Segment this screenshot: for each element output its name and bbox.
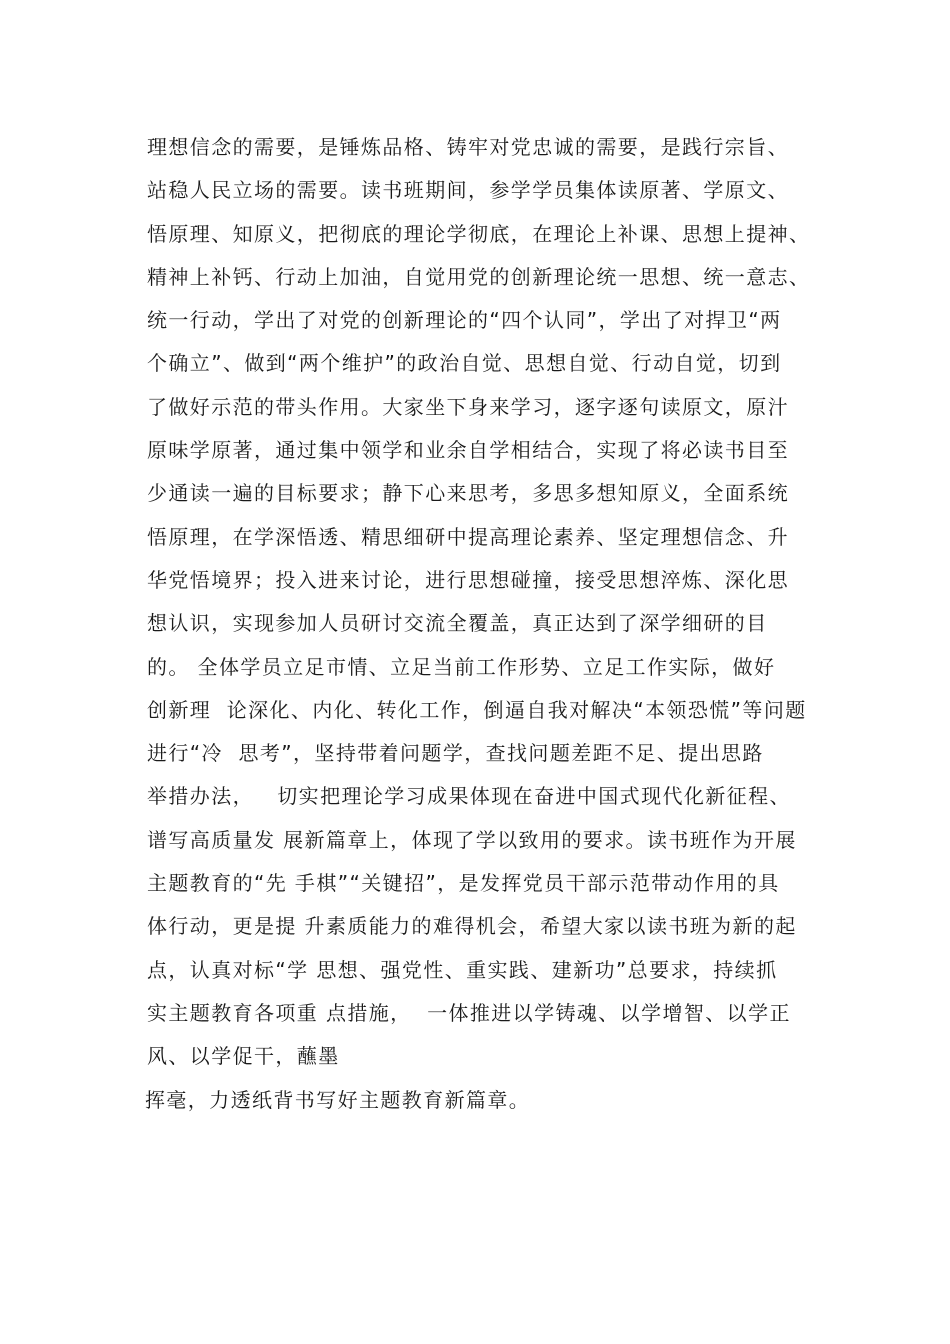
text-line: 华党悟境界；投入进来讨论，进行思想碰撞，接受思想淬炼、深化思 <box>147 567 789 592</box>
text-line: 站稳人民立场的需要。读书班期间，参学学员集体读原著、学原文、 <box>147 178 789 203</box>
text-line: 挥毫，力透纸背书写好主题教育新篇章。 <box>145 1087 531 1112</box>
body-text <box>147 126 817 1122</box>
text-line: 个确立”、做到“两个维护”的政治自觉、思想自觉、行动自觉，切到 <box>147 351 782 376</box>
text-line: 进行“冷 思考”，坚持带着问题学，查找问题差距不足、提出思路 <box>147 741 764 766</box>
text-line: 悟原理，在学深悟透、精思细研中提高理论素养、坚定理想信念、升 <box>147 524 789 549</box>
text-line: 少通读一遍的目标要求；静下心来思考，多思多想知原义，全面系统 <box>147 481 789 506</box>
text-line: 实主题教育各项重 点措施， 一体推进以学铸魂、以学增智、以学正 <box>147 1000 791 1025</box>
text-line: 了做好示范的带头作用。大家坐下身来学习，逐字逐句读原文，原汁 <box>147 394 789 419</box>
text-line: 主题教育的“先 手棋”“关键招”，是发挥党员干部示范带动作用的具 <box>147 871 780 896</box>
text-line: 谱写高质量发 展新篇章上，体现了学以致用的要求。读书班作为开展 <box>147 827 797 852</box>
text-line: 想认识，实现参加人员研讨交流全覆盖，真正达到了深学细研的目 <box>147 611 768 636</box>
text-line: 创新理 论深化、内化、转化工作，倒逼自我对解决“本领恐慌”等问题 <box>147 697 807 722</box>
text-line: 体行动，更是提 升素质能力的难得机会，希望大家以读书班为新的起 <box>147 914 797 939</box>
text-line: 精神上补钙、行动上加油，自觉用党的创新理论统一思想、统一意志、 <box>147 264 811 289</box>
text-line: 风、以学促干，蘸墨 <box>147 1044 340 1069</box>
text-line: 的。 全体学员立足市情、立足当前工作形势、立足工作实际，做好 <box>147 654 776 679</box>
text-line: 悟原理、知原义，把彻底的理论学彻底，在理论上补课、思想上提神、 <box>147 221 811 246</box>
text-line: 点，认真对标“学 思想、强党性、重实践、建新功”总要求，持续抓 <box>147 957 778 982</box>
text-line: 统一行动，学出了对党的创新理论的“四个认同”，学出了对捍卫“两 <box>147 308 782 333</box>
text-line: 原味学原著，通过集中领学和业余自学相结合，实现了将必读书目至 <box>147 438 789 463</box>
text-line: 理想信念的需要，是锤炼品格、铸牢对党忠诚的需要，是践行宗旨、 <box>147 135 789 159</box>
text-line: 举措办法， 切实把理论学习成果体现在奋进中国式现代化新征程、 <box>147 784 791 809</box>
